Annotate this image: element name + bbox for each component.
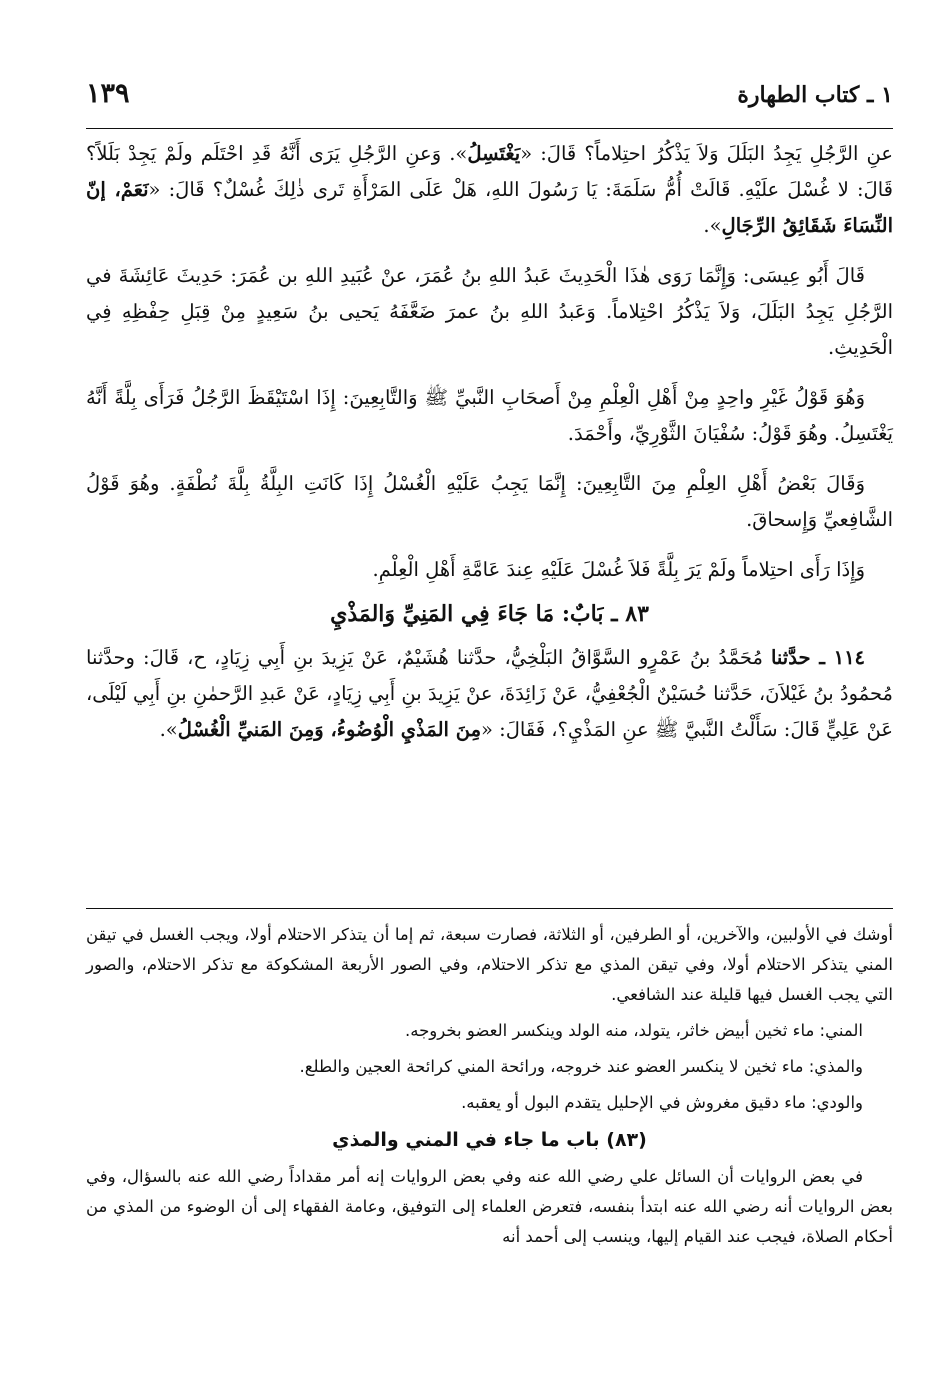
p1-bold-1: يَغْتَسِلُ (467, 142, 521, 165)
definition-wadi: والودي: ماء دقيق مغروش في الإحليل يتقدم البول أو يعقبه. (461, 1093, 863, 1112)
running-title: ١ ـ كتاب الطهارة (737, 82, 893, 108)
p1-text-3: ». (703, 214, 722, 237)
page-header (86, 78, 893, 118)
footnotes (86, 920, 893, 1258)
paragraph-3: وَهُوَ قَوْلُ غَيْرِ واحِدٍ مِنْ أَهْلِ الْعِلْمِ مِنْ أَصحَابِ النَّبيِّ ﷺ وَالتَّابِعِينَ: إِذَا اسْتَيْقَظَ الرَّجُلُ فَرَأَى بِلَّةً أَنَّهُ يَغْتَسِلُ. وهُوَ قَوْلُ: سُفْيَانَ الثَّوْرِيِّ، وأَحْمَدَ. (86, 386, 893, 445)
page-number: ١٣٩ (86, 78, 130, 109)
footnote-paragraph-1: أوشك في الأولبين، والآخرين، أو الطرفين، أو الثلاثة، فصارت سبعة، ثم إما أن يتذكر الاحتلام أولا، ويجب الغسل في تيقن المني يتذكر الاحتلام أولا، وفي تيقن المذي مع تذكر الاحتلام، وفي الصور الأربعة المشكوكة مع تذكر الاحتلام، والصور التي يجب الغسل فيها قليلة عند الشافعي. (86, 925, 893, 1004)
paragraph-5: وَإِذَا رَأَى احتِلاماً ولَمْ يَرَ بِلَّةً فَلاَ غُسْلَ عَلَيْهِ عِندَ عَامَّةِ أَهْلِ الْعِلْمِ. (372, 558, 865, 581)
paragraph-2: قَالَ أَبُو عِيسَى: وَإِنَّمَا رَوَى هٰذَا الْحَدِيثَ عَبدُ اللهِ بنُ عُمَرَ، عنْ عُبَيدِ اللهِ بن عُمَرَ: حَدِيثَ عَائِشَةَ في الرَّجُلِ يَجِدُ البَلَلَ، وَلاَ يَذْكُرُ احْتِلاماً. وَعَبدُ اللهِ بنُ عمرَ ضَعَّفَهُ يَحيى بنُ سَعِيدٍ مِنْ قِبَلِ حِفْظِهِ فِي الْحَدِيثِ. (86, 264, 893, 359)
footnote-paragraph-2: في بعض الروايات أن السائل علي رضي الله عنه وفي بعض الروايات إنه أمر مقداداً رضي الله عنه بالسؤال، وفي بعض الروايات أنه رضي الله عنه ابتدأ بنفسه، فتعرض العلماء إلى التوفيق، وعامة الفقهاء إلى أن الوضوء من المذي من أحكام الصلاة، فيجب عند القيام إليها، وينسب إلى أحمد أنه (86, 1167, 893, 1246)
paragraph-1 (86, 136, 893, 244)
p1-text-2: ». وَعنِ الرَّجُلِ يَرَى أَنَّهُ قَدِ احْتَلَم ولَمْ يَجِدْ بَلَلاً؟ قَالَ: لا غُسْلَ علَيْهِ. قَالَتْ أُمُّ سَلَمَةَ: يَا رَسُولَ اللهِ، هَلْ عَلَى المَرْأَةِ تَرى ذٰلِكَ غُسْلٌ؟ قَالَ: « (86, 142, 893, 201)
header-divider (86, 128, 893, 129)
footnote-chapter-heading: (٨٣) باب ما جاء في المني والمذي (332, 1129, 647, 1151)
p1-bold-2: نَعَمْ، إنّ النِّسَاءَ شَقَائِقُ الرِّجَالِ (86, 178, 893, 237)
footnote-divider (86, 908, 893, 909)
hadith-text: مُحَمَّدُ بنُ عَمْرٍو السَّوَّاقُ البَلْخِيُّ، حدَّثنا هُشَيْمٌ، عَنْ يَزِيدَ بنِ أَبِي زِيَادٍ، ح، قَالَ: وحدَّثنا مُحمُودُ بنُ غَيْلاَنَ، حَدَّثنا حُسَيْنٌ الْجُعْفِيُّ، عَنْ زَائِدَةَ، عنْ يَزِيدَ بنِ أَبِي زِيَادٍ، عَنْ عَبدِ الرَّحمٰنِ بنِ أَبِي لَيْلَى، عَنْ عَلِيٍّ قَالَ: سَأَلْتُ النَّبيَّ ﷺ عنِ المَذْيِ؟، فَقَالَ: « (86, 646, 893, 741)
definition-madhy: والمذي: ماء ثخين لا ينكسر العضو عند خروجه، ورائحة المني كرائحة العجين والطلع. (299, 1057, 863, 1076)
main-text (86, 136, 893, 762)
paragraph-4: وَقَالَ بَعْضُ أَهْلِ العِلْمِ مِنَ التَّابِعِينَ: إِنَّمَا يَجِبُ عَلَيْهِ الْغُسْلُ إِذَا كَانَتِ البِلَّةُ بِلَّةَ نُطْفَةٍ. وهُوَ قَوْلُ الشَّافِعيِّ وَإِسحاقَ. (86, 472, 893, 531)
hadith-paragraph (86, 640, 893, 748)
chapter-heading: ٨٣ ـ بَابٌ: مَا جَاءَ فِي المَنِيِّ وَالمَذْيِ (330, 601, 649, 627)
definition-mani: المني: ماء ثخين أبيض خاثر، يتولد، منه الولد وينكسر العضو بخروجه. (405, 1021, 863, 1040)
hadith-close: ». (159, 718, 178, 741)
hadith-bold-end: مِنَ المَذْيِ الْوُضُوءُ، وَمِنَ المَنيِّ الْغُسْلُ (177, 718, 482, 741)
hadith-number: ١١٤ ـ حدَّثنا (770, 646, 866, 669)
p1-text-1: عنِ الرَّجُلِ يَجِدُ البَلَلَ وَلاَ يَذْكُرُ احتِلاماً؟ قَالَ: « (520, 142, 893, 165)
